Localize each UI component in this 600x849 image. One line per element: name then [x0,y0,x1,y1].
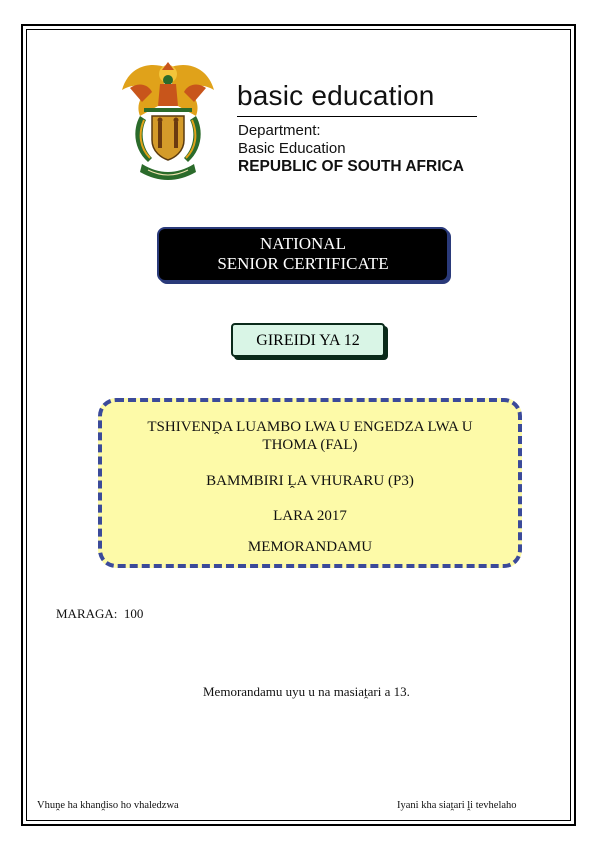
department-name: Basic Education [238,140,346,157]
marks-value: 100 [123,606,144,621]
certificate-line2: SENIOR CERTIFICATE [217,254,389,273]
marks-label: MARAGA: [56,606,118,621]
footer-copyright: Vhuṋe ha khanḓiso ho vhaledzwa [37,800,179,811]
footer-turn-over: Iyani kha siaṱari ḽi tevhelaho [397,800,517,811]
subject-line1: TSHIVENḒA LUAMBO LWA U ENGEDZA LWA U [147,419,473,435]
subject-box [98,398,522,568]
subject-line2: THOMA (FAL) [262,437,358,453]
paper-label: BAMMBIRI ḼA VHURARU (P3) [206,473,414,489]
republic-name: REPUBLIC OF SOUTH AFRICA [238,158,464,175]
grade-box [231,323,385,357]
grade-label: GIREIDI YA 12 [256,332,360,349]
session-label: LARA 2017 [273,508,347,524]
pages-note: Memorandamu uyu u na masiaṱari a 13. [203,684,410,699]
department-label: Department: [238,122,321,139]
certificate-banner [159,229,447,280]
certificate-line1: NATIONAL [260,234,346,253]
brand-rule [237,116,477,117]
marks-line [56,606,143,622]
department-block [238,122,464,176]
document-type: MEMORANDAMU [247,539,373,555]
coat-of-arms-icon [118,58,218,186]
brand-title: basic education [237,80,435,111]
